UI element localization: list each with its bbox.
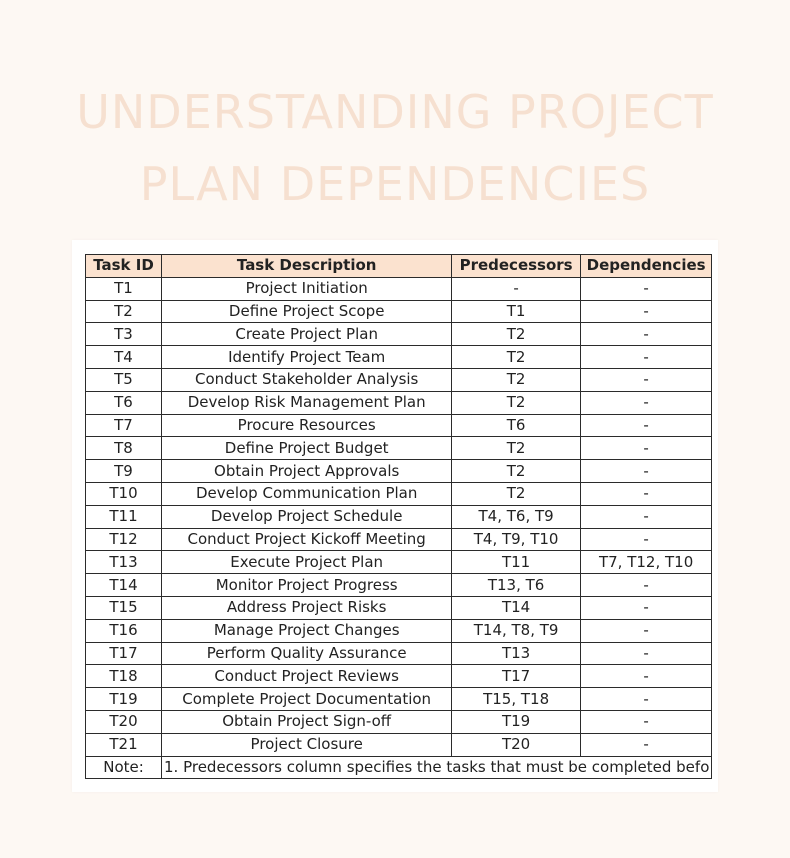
table-row <box>86 323 712 346</box>
task-description-cell: Define Project Budget <box>162 437 452 460</box>
table-row <box>86 574 712 597</box>
predecessors-cell: T4, T9, T10 <box>452 528 580 551</box>
table-row <box>86 368 712 391</box>
table-row <box>86 300 712 323</box>
title-line-1: UNDERSTANDING PROJECT <box>76 85 714 139</box>
table-row <box>86 277 712 300</box>
dependencies-cell: - <box>580 688 712 711</box>
task-id-cell: T4 <box>86 346 162 369</box>
task-id-cell: T18 <box>86 665 162 688</box>
task-description-cell: Create Project Plan <box>162 323 452 346</box>
header-predecessors: Predecessors <box>452 255 580 278</box>
dependencies-cell: - <box>580 505 712 528</box>
dependencies-cell: - <box>580 665 712 688</box>
title-line-2: PLAN DEPENDENCIES <box>139 157 651 211</box>
dependencies-cell: - <box>580 346 712 369</box>
task-id-cell: T16 <box>86 619 162 642</box>
task-description-cell: Obtain Project Sign-off <box>162 710 452 733</box>
dependencies-cell: - <box>580 460 712 483</box>
task-id-cell: T17 <box>86 642 162 665</box>
dependencies-cell: - <box>580 277 712 300</box>
table-row <box>86 596 712 619</box>
task-id-cell: T1 <box>86 277 162 300</box>
predecessors-cell: T13 <box>452 642 580 665</box>
dependencies-cell: - <box>580 482 712 505</box>
task-id-cell: T8 <box>86 437 162 460</box>
task-description-cell: Address Project Risks <box>162 596 452 619</box>
task-description-cell: Identify Project Team <box>162 346 452 369</box>
task-description-cell: Monitor Project Progress <box>162 574 452 597</box>
predecessors-cell: T15, T18 <box>452 688 580 711</box>
task-id-cell: T21 <box>86 733 162 756</box>
note-text: 1. Predecessors column specifies the tasks that must be completed befo <box>162 756 712 779</box>
table-row <box>86 482 712 505</box>
predecessors-cell: T13, T6 <box>452 574 580 597</box>
task-description-cell: Perform Quality Assurance <box>162 642 452 665</box>
table-row <box>86 688 712 711</box>
predecessors-cell: T20 <box>452 733 580 756</box>
predecessors-cell: T2 <box>452 323 580 346</box>
task-description-cell: Project Closure <box>162 733 452 756</box>
task-id-cell: T2 <box>86 300 162 323</box>
dependencies-cell: T7, T12, T10 <box>580 551 712 574</box>
task-description-cell: Execute Project Plan <box>162 551 452 574</box>
dependencies-cell: - <box>580 642 712 665</box>
task-id-cell: T10 <box>86 482 162 505</box>
dependencies-cell: - <box>580 437 712 460</box>
table-row <box>86 460 712 483</box>
predecessors-cell: T2 <box>452 346 580 369</box>
dependencies-cell: - <box>580 368 712 391</box>
task-id-cell: T9 <box>86 460 162 483</box>
table-row <box>86 437 712 460</box>
task-id-cell: T7 <box>86 414 162 437</box>
task-description-cell: Conduct Stakeholder Analysis <box>162 368 452 391</box>
table-row <box>86 733 712 756</box>
header-task-id: Task ID <box>86 255 162 278</box>
predecessors-cell: - <box>452 277 580 300</box>
dependencies-cell: - <box>580 300 712 323</box>
predecessors-cell: T6 <box>452 414 580 437</box>
header-task-description: Task Description <box>162 255 452 278</box>
task-id-cell: T5 <box>86 368 162 391</box>
page-title <box>0 76 790 220</box>
predecessors-cell: T4, T6, T9 <box>452 505 580 528</box>
table-body <box>86 277 712 756</box>
task-description-cell: Conduct Project Kickoff Meeting <box>162 528 452 551</box>
task-description-cell: Obtain Project Approvals <box>162 460 452 483</box>
task-id-cell: T19 <box>86 688 162 711</box>
predecessors-cell: T19 <box>452 710 580 733</box>
task-description-cell: Project Initiation <box>162 277 452 300</box>
table-row <box>86 414 712 437</box>
table-row <box>86 642 712 665</box>
task-description-cell: Develop Communication Plan <box>162 482 452 505</box>
table-row <box>86 505 712 528</box>
predecessors-cell: T17 <box>452 665 580 688</box>
dependencies-cell: - <box>580 619 712 642</box>
dependencies-cell: - <box>580 596 712 619</box>
task-description-cell: Conduct Project Reviews <box>162 665 452 688</box>
predecessors-cell: T14, T8, T9 <box>452 619 580 642</box>
header-row <box>86 255 712 278</box>
table-row <box>86 346 712 369</box>
task-description-cell: Develop Project Schedule <box>162 505 452 528</box>
predecessors-cell: T2 <box>452 460 580 483</box>
table-row <box>86 665 712 688</box>
task-id-cell: T14 <box>86 574 162 597</box>
predecessors-cell: T1 <box>452 300 580 323</box>
table-row <box>86 528 712 551</box>
dependencies-cell: - <box>580 414 712 437</box>
table-row <box>86 619 712 642</box>
predecessors-cell: T2 <box>452 391 580 414</box>
task-id-cell: T6 <box>86 391 162 414</box>
task-id-cell: T11 <box>86 505 162 528</box>
predecessors-cell: T11 <box>452 551 580 574</box>
task-description-cell: Complete Project Documentation <box>162 688 452 711</box>
predecessors-cell: T2 <box>452 368 580 391</box>
dependencies-cell: - <box>580 391 712 414</box>
task-id-cell: T15 <box>86 596 162 619</box>
task-id-cell: T12 <box>86 528 162 551</box>
dependencies-table <box>85 254 712 779</box>
task-description-cell: Manage Project Changes <box>162 619 452 642</box>
table-row <box>86 551 712 574</box>
table-row <box>86 710 712 733</box>
dependencies-cell: - <box>580 528 712 551</box>
task-id-cell: T13 <box>86 551 162 574</box>
task-id-cell: T20 <box>86 710 162 733</box>
note-label: Note: <box>86 756 162 779</box>
dependencies-cell: - <box>580 710 712 733</box>
note-row <box>86 756 712 779</box>
dependencies-cell: - <box>580 733 712 756</box>
predecessors-cell: T2 <box>452 437 580 460</box>
task-id-cell: T3 <box>86 323 162 346</box>
task-description-cell: Define Project Scope <box>162 300 452 323</box>
task-description-cell: Develop Risk Management Plan <box>162 391 452 414</box>
task-description-cell: Procure Resources <box>162 414 452 437</box>
predecessors-cell: T2 <box>452 482 580 505</box>
table-row <box>86 391 712 414</box>
dependencies-cell: - <box>580 323 712 346</box>
predecessors-cell: T14 <box>452 596 580 619</box>
header-dependencies: Dependencies <box>580 255 712 278</box>
dependencies-cell: - <box>580 574 712 597</box>
